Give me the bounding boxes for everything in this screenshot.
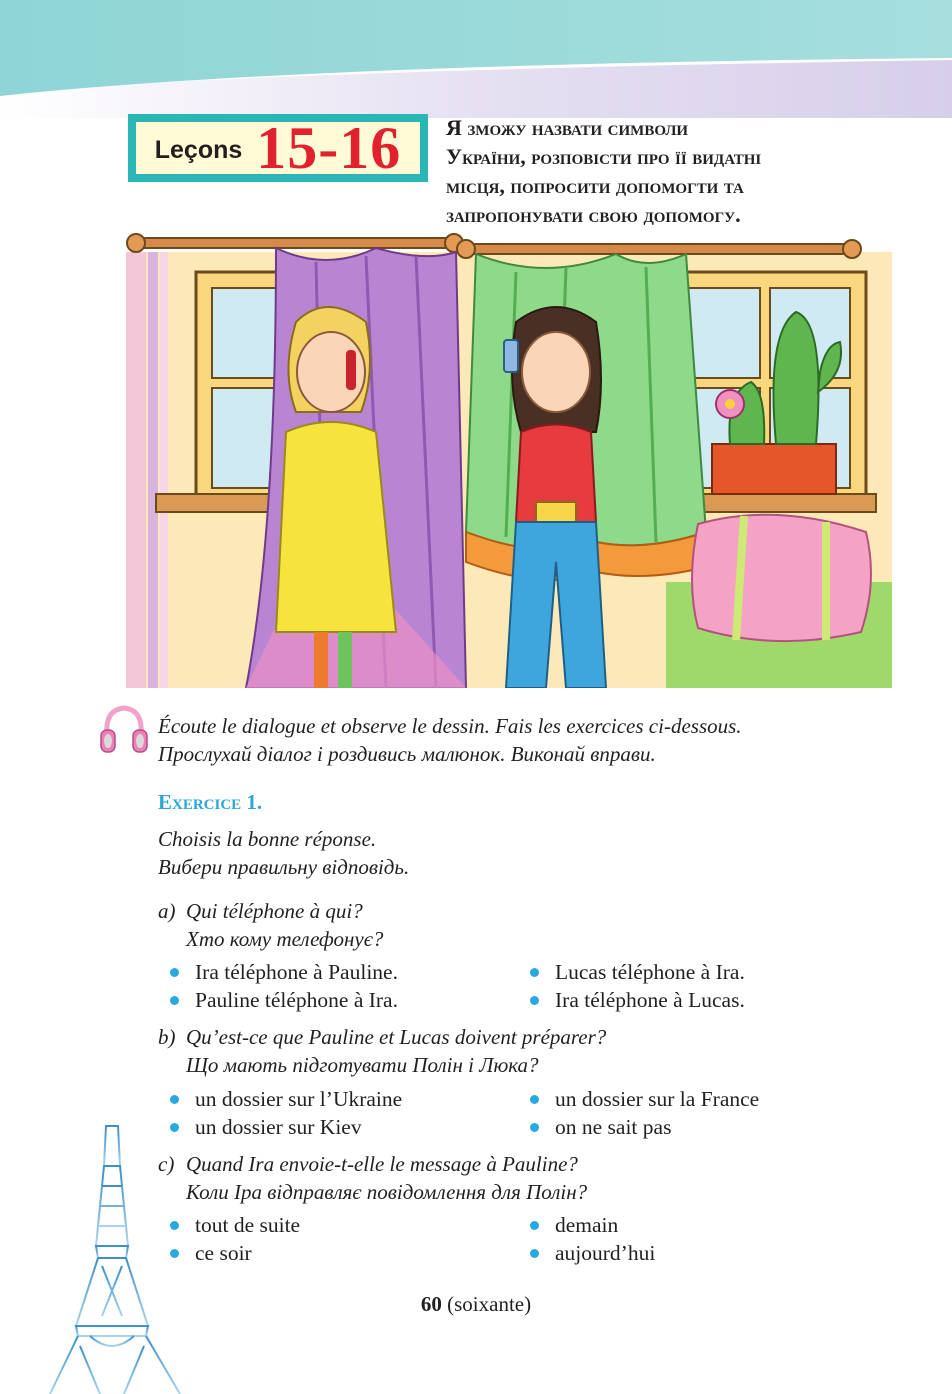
- headphones-icon: [99, 700, 149, 756]
- question-ua: Що мають підготувати Полін і Люка?: [186, 1053, 539, 1077]
- question-letter: b): [158, 1025, 176, 1049]
- lesson-badge: [128, 114, 428, 182]
- bullet-icon: [170, 968, 179, 977]
- objective-line: запропонувати свою допомогу.: [446, 202, 741, 227]
- instruction-fr: Choisis la bonne réponse.: [158, 827, 377, 851]
- options-a: [170, 958, 890, 1014]
- bullet-icon: [530, 996, 539, 1005]
- bullet-icon: [530, 1221, 539, 1230]
- question-letter: c): [158, 1152, 175, 1176]
- bullet-icon: [530, 1249, 539, 1258]
- intro-text: [158, 712, 742, 768]
- options-b: [170, 1085, 890, 1141]
- question-fr: Quand Ira envoie-t-elle le message à Pauline?: [186, 1152, 578, 1176]
- option-item[interactable]: un dossier sur l’Ukraine: [170, 1085, 530, 1113]
- bullet-icon: [530, 1095, 539, 1104]
- option-item[interactable]: on ne sait pas: [530, 1113, 890, 1141]
- page-number-word: (soixante): [447, 1292, 532, 1316]
- intro-fr: Écoute le dialogue et observe le dessin. Fais les exercices ci-dessous.: [158, 714, 742, 738]
- instruction-ua: Вибери правильну відповідь.: [158, 855, 410, 879]
- question-ua: Хто кому телефонує?: [186, 927, 384, 951]
- lesson-word: Leçons: [154, 135, 243, 164]
- objective-line: України, розповісти про її видатні: [446, 144, 762, 169]
- question-c: [158, 1150, 587, 1206]
- bullet-icon: [170, 1095, 179, 1104]
- objective-line: Я зможу назвати символи: [446, 115, 689, 140]
- question-fr: Qui téléphone à qui?: [186, 899, 363, 923]
- page-number-value: 60: [420, 1292, 442, 1316]
- option-item[interactable]: tout de suite: [170, 1211, 530, 1239]
- objective-line: місця, попросити допомогти та: [446, 173, 744, 198]
- lesson-badge-inner: [136, 115, 420, 181]
- question-a: [158, 897, 383, 953]
- question-b: [158, 1023, 606, 1079]
- question-fr: Qu’est-ce que Pauline et Lucas doivent préparer?: [186, 1025, 607, 1049]
- two-girls-phone-call-illustration: [126, 232, 892, 688]
- option-item[interactable]: demain: [530, 1211, 890, 1239]
- option-item[interactable]: Pauline téléphone à Ira.: [170, 986, 530, 1014]
- lesson-objective: [446, 113, 916, 229]
- bullet-icon: [530, 968, 539, 977]
- bullet-icon: [170, 996, 179, 1005]
- option-item[interactable]: Ira téléphone à Lucas.: [530, 986, 890, 1014]
- option-item[interactable]: un dossier sur Kiev: [170, 1113, 530, 1141]
- lesson-number: 15-16: [256, 115, 402, 181]
- exercise-instruction: [158, 825, 409, 881]
- option-item[interactable]: aujourd’hui: [530, 1239, 890, 1267]
- options-c: [170, 1211, 890, 1267]
- exercise-title: Exercice 1.: [158, 790, 263, 814]
- eiffel-tower-icon: [40, 1106, 185, 1394]
- option-item[interactable]: Ira téléphone à Pauline.: [170, 958, 530, 986]
- pink-pillow: [666, 515, 892, 688]
- option-item[interactable]: ce soir: [170, 1239, 530, 1267]
- option-item[interactable]: un dossier sur la France: [530, 1085, 890, 1113]
- bullet-icon: [530, 1123, 539, 1132]
- top-band: [0, 0, 952, 118]
- question-ua: Коли Іра відправляє повідомлення для Полін?: [186, 1180, 588, 1204]
- question-letter: a): [158, 899, 176, 923]
- option-item[interactable]: Lucas téléphone à Ira.: [530, 958, 890, 986]
- intro-ua: Прослухай діалог і роздивись малюнок. Виконай вправи.: [158, 742, 656, 766]
